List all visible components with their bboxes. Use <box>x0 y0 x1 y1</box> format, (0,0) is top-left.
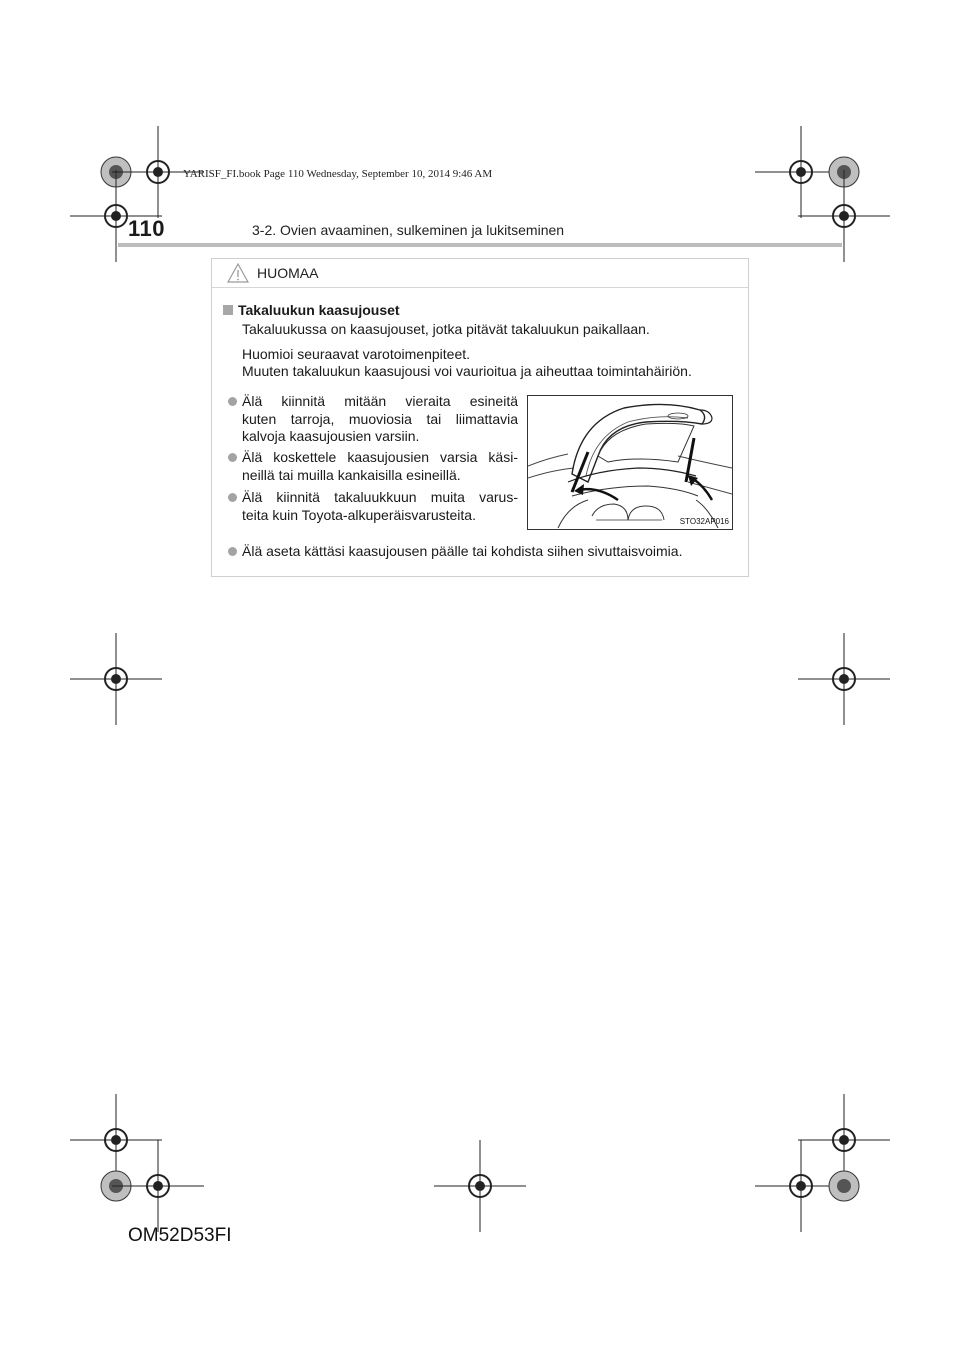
notice-box: HUOMAA Takaluukun kaasujouset Takaluukussa on kaasujouset, jotka pitävät takaluukun paikallaan. Huomioi seuraavat varotoimenpiteet. Muuten takaluukun kaasujousi voi vaurioitua ja aiheuttaa toimintahäiriön. Älä kiinnitä mitään vieraita esineitä kuten tarroja, muoviosia tai liimattavia kalvoja kaasujousien varsiin. Älä koskettele kaasujousien varsia käsi- neillä tai muilla kankaisilla esineillä. Älä kiinnitä takaluukkuun muita varus- teita kuin Toyota-alkuperäisvarusteita. Älä aseta kättäsi kaasujousen päälle tai kohdista siihen sivuttaisvoimia. STO32AP016 <box>211 258 749 577</box>
figure-code: STO32AP016 <box>679 517 729 526</box>
section-heading: Takaluukun kaasujouset <box>223 302 400 318</box>
registration-star-mark <box>829 1171 859 1201</box>
paragraph: Muuten takaluukun kaasujousi voi vaurioitua ja aiheuttaa toimintahäiriön. <box>242 363 692 379</box>
notice-label: HUOMAA <box>257 265 319 281</box>
registration-cross-mark <box>434 1140 526 1232</box>
registration-cross-mark <box>112 126 204 218</box>
registration-cross-mark <box>112 1140 204 1232</box>
page-number: 110 <box>128 216 165 241</box>
book-info: YARISF_FI.book Page 110 Wednesday, September 10, 2014 9:46 AM <box>183 168 493 180</box>
paragraph: Takaluukussa on kaasujouset, jotka pitävät takaluukun paikallaan. <box>242 321 650 337</box>
registration-cross-mark <box>70 633 162 725</box>
registration-cross-mark <box>798 633 890 725</box>
registration-cross-mark <box>70 170 162 262</box>
section-title: 3-2. Ovien avaaminen, sulkeminen ja lukitseminen <box>252 222 565 238</box>
registration-cross-mark <box>798 170 890 262</box>
paragraph: Huomioi seuraavat varotoimenpiteet. <box>242 346 471 362</box>
manual-code: OM52D53FI <box>128 1225 232 1246</box>
